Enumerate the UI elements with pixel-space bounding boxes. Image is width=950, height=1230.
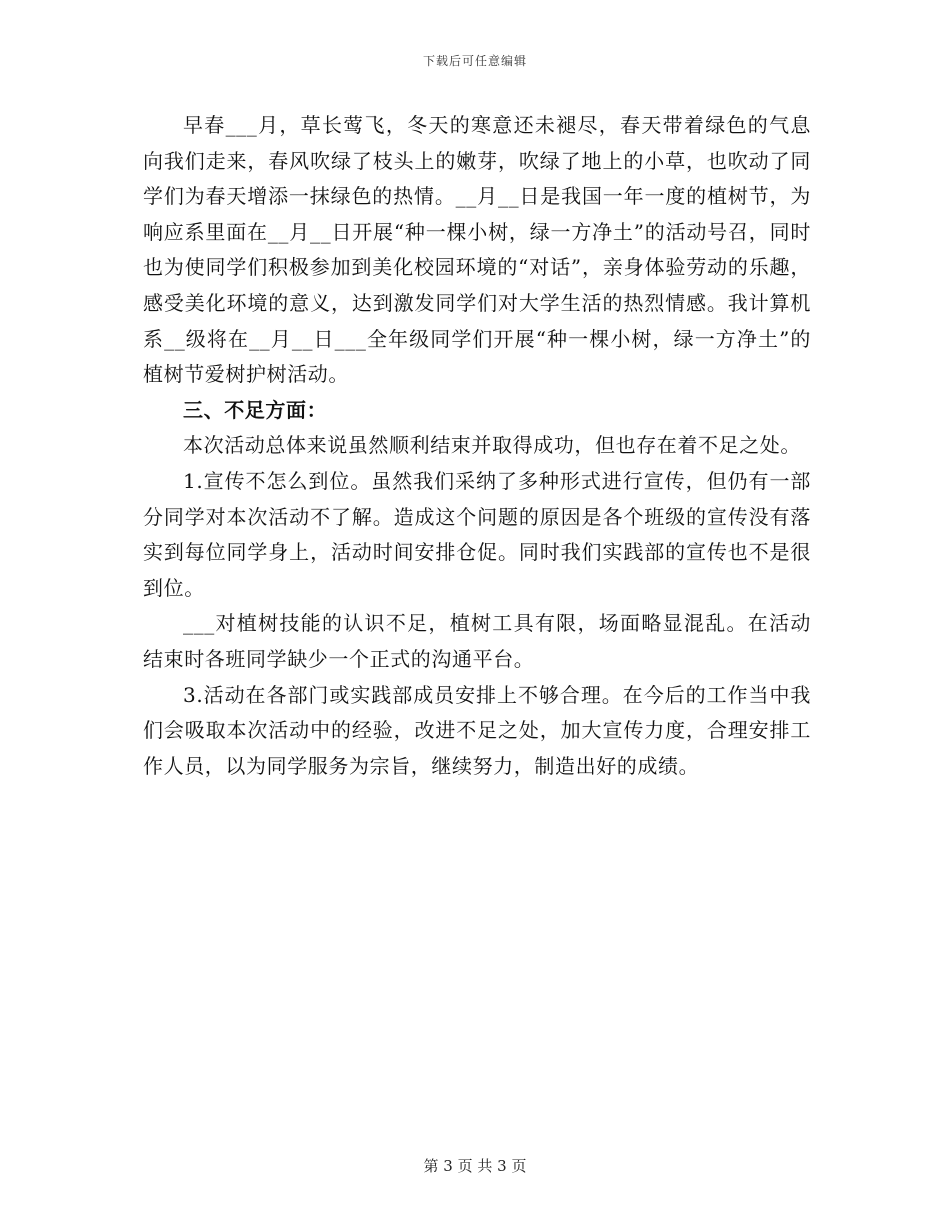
paragraph-intro: 早春___月，草长莺飞，冬天的寒意还未褪尽，春天带着绿色的气息向我们走来，春风吹绿了枝头上的嫩芽，吹绿了地上的小草，也吹动了同学们为春天增添一抹绿色的热情。__月__日是我国一年一度的植树节，为响应系里面在__月__日开展“种一棵小树，绿一方净土”的活动号召，同时也为使同学们积极参加到美化校园环境的“对话”，亲身体验劳动的乐趣，感受美化环境的意义，达到激发同学们对大学生活的热烈情感。我计算机系__级将在__月__日___全年级同学们开展“种一棵小树，绿一方净土”的植树节爱树护树活动。	[143, 113, 811, 387]
page-number-footer: 第 3 页 共 3 页	[423, 1157, 527, 1175]
section-heading-shortcomings: 三、不足方面：	[183, 397, 328, 422]
paragraph-point-3: 3.活动在各部门或实践部成员安排上不够合理。在今后的工作当中我们会吸取本次活动中的经验，改进不足之处，加大宣传力度，合理安排工作人员，以为同学服务为宗旨，继续努力，制造出好的成绩。	[143, 682, 811, 778]
paragraph-point-1: 1.宣传不怎么到位。虽然我们采纳了多种形式进行宣传，但仍有一部分同学对本次活动不了解。造成这个问题的原因是各个班级的宣传没有落实到每位同学身上，活动时间安排仓促。同时我们实践部的宣传也不是很到位。	[143, 468, 811, 600]
page-header-note: 下载后可任意编辑	[422, 54, 527, 68]
paragraph-point-2: ___对植树技能的认识不足，植树工具有限，场面略显混乱。在活动结束时各班同学缺少一个正式的沟通平台。	[143, 611, 811, 671]
paragraph-summary: 本次活动总体来说虽然顺利结束并取得成功，但也存在着不足之处。	[183, 433, 801, 458]
document-body	[143, 108, 811, 784]
